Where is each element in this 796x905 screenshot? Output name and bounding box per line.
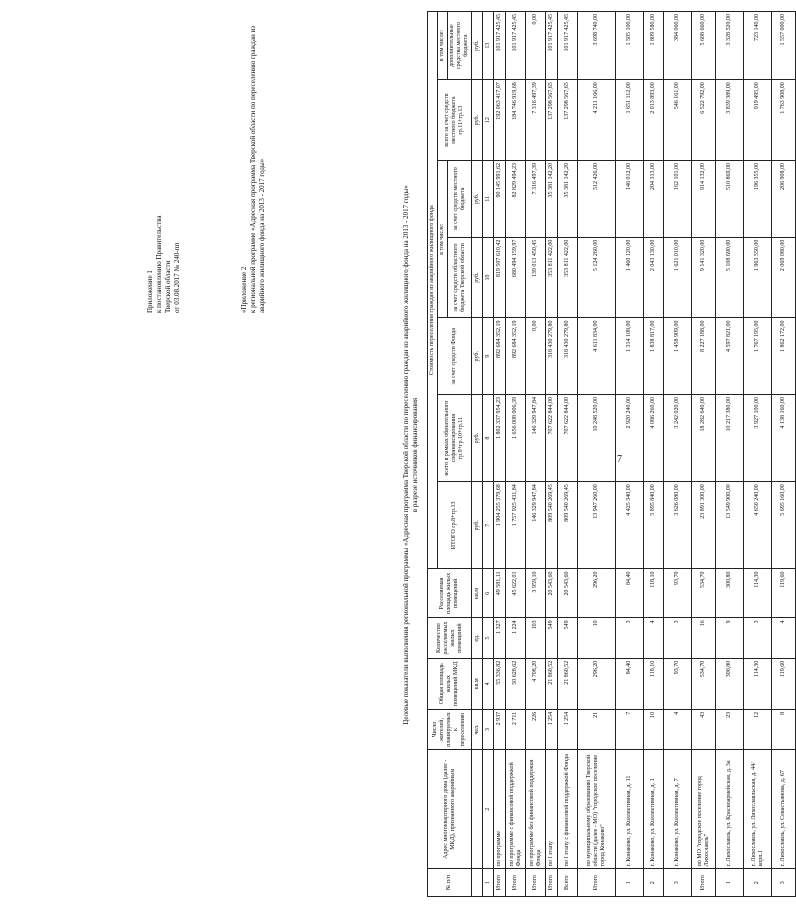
col-header-in-that-2: в том числе: [438,12,448,80]
value-cell: 3 626 080,00 [664,482,692,569]
value-cell: 892 684 352,19 [494,318,506,395]
value-cell: 184 746 919,68 [506,80,526,161]
value-cell: 1 327 [494,618,506,658]
value-cell: 512 426,00 [578,161,616,238]
value-cell: 723 140,00 [744,12,772,80]
index-cell: 2 [483,750,494,869]
value-cell: 1 314 108,00 [616,318,644,395]
value-cell: 90 145 991,62 [494,161,506,238]
value-cell: 35 381 142,20 [558,161,578,238]
unit-cell: руб. [472,161,483,238]
value-cell: 101 917 425,45 [494,12,506,80]
address-cell: г. Лихославль, ул. Лихославльская, д. 44/корп.1 [744,750,772,869]
value-cell: 1 557 000,00 [772,12,796,80]
index-cell: 5 [483,618,494,658]
value-cell: 1 862 172,00 [772,318,796,395]
row-label-cell: Итого [494,869,506,897]
value-cell: 534,70 [692,658,716,709]
value-cell: 546 161,00 [664,80,692,161]
value-cell: 1 505 100,00 [616,12,644,80]
value-cell: 35 381 142,20 [546,161,558,238]
value-cell: 114,30 [744,658,772,709]
table-row [558,12,578,897]
value-cell: 4 [664,709,692,749]
appendix-1-header [146,215,182,313]
value-cell: 45 622,01 [506,569,526,618]
units-row [472,12,483,897]
value-cell: 534,70 [692,569,716,618]
value-cell: 3 927 100,00 [744,395,772,482]
value-cell: 103 [526,618,546,658]
value-cell: 3 242 020,00 [664,395,692,482]
value-cell: 4 597 821,00 [716,318,744,395]
value-cell: 1 651 112,00 [616,80,644,161]
col-header-resettled-area: Расселяемая площадь жилых помещений [428,569,472,618]
address-cell: г. Лихославль, ул. Севастьянова, д. 67 [772,750,796,869]
value-cell: 93,70 [664,569,692,618]
value-cell: 7 [616,709,644,749]
value-cell: 819 507 610,42 [494,237,506,318]
address-cell: по программе с финансовой поддержкой Фонда [506,750,526,869]
value-cell: 21 860,52 [546,658,558,709]
value-cell: 118,10 [644,569,664,618]
value-cell: 84,40 [616,658,644,709]
address-cell: по программе без финансовой поддержки Фонда [526,750,546,869]
table-row [644,12,664,897]
value-cell: 5 124 260,00 [578,237,616,318]
table-row [578,12,616,897]
value-cell: 84,40 [616,569,644,618]
index-cell: 12 [483,80,494,161]
col-header-additional: дополнительные средства местного бюджета [448,12,472,80]
value-cell: 10 217 380,00 [716,395,744,482]
value-cell: 2 069 080,00 [772,237,796,318]
row-label-cell: 1 [616,869,644,897]
value-cell: 4 [644,618,664,658]
value-cell: 0,00 [526,318,546,395]
appendix-2-line: аварийного жилищного фонда на 2013 - 2017 годы» [258,158,266,313]
value-cell: 8 [772,709,796,749]
col-header-cost-group: Стоимость переселения граждан из аварийного жилищного фонда [428,12,438,569]
value-cell: 206 908,00 [772,161,796,238]
title-line: в разрезе источников финансирования [411,397,419,513]
value-cell: 4 611 834,00 [578,318,616,395]
col-header-units-count: Количество расселяемых жилых помещений [428,618,472,658]
appendix-2-header [240,13,267,313]
index-cell: 3 [483,709,494,749]
value-cell: 1 802 337 954,23 [494,395,506,482]
row-label-cell: Итого [546,869,558,897]
col-header-in-that: в том числе: [438,161,448,318]
value-cell: 7 316 497,39 [526,80,546,161]
value-cell: 9 [716,618,744,658]
title-line: Целевые показатели выполнения региональной программы «Адресная программа Тверской области по переселению граждан из аварийного жилищного фонда на 2013 - 2017 годы» [402,185,410,725]
unit-cell [472,750,483,869]
value-cell: 119,60 [772,658,796,709]
value-cell: 1 763 908,00 [772,80,796,161]
value-cell: 162 101,00 [664,161,692,238]
row-label-cell: 1 [716,869,744,897]
col-header-fund: за счет средств Фонда [438,318,472,395]
value-cell: 1 458 909,00 [664,318,692,395]
unit-cell: кв.м [472,658,483,709]
value-cell: 5 608 660,00 [692,12,716,80]
table-row [664,12,692,897]
value-cell: 226 [526,709,546,749]
value-cell: 7 316 497,39 [526,161,546,238]
address-cell: г. Конаково, ул. Коллективная, д. 11 [616,750,644,869]
address-cell: по МО "городское поселение город Лихославль" [692,750,716,869]
value-cell: 4 708,20 [526,658,546,709]
value-cell: 707 622 844,00 [558,395,578,482]
index-cell: 4 [483,658,494,709]
address-cell: г. Конаково, ул. Коллективная, д. 7 [664,750,692,869]
value-cell: 16 [692,618,716,658]
index-cell: 6 [483,569,494,618]
value-cell: 6 522 792,00 [692,80,716,161]
value-cell: 5 695 160,00 [772,482,796,569]
col-header-address: Адрес многоквартирного дома (далее - МКД), признанного аварийным [428,750,472,869]
value-cell: 510 869,00 [716,161,744,238]
unit-cell: руб. [472,12,483,80]
address-cell: по муниципальному образованию Тверской области (далее - МО) "городское поселение город Конаково" [578,750,616,869]
unit-cell [472,869,483,897]
index-row [483,12,494,897]
value-cell: 21 [578,709,616,749]
value-cell: 1 254 [546,709,558,749]
value-cell: 20 543,60 [558,569,578,618]
value-cell: 300,80 [716,569,744,618]
value-cell: 1 904 255 379,68 [494,482,506,569]
value-cell: 353 811 422,00 [558,237,578,318]
col-header-total: ИТОГО гр.8+гр.13 [438,482,472,569]
value-cell: 82 829 494,23 [506,161,526,238]
table-row [692,12,716,897]
value-cell: 10 [644,709,664,749]
value-cell: 204 313,00 [644,161,664,238]
appendix-1-line: Приложение 1 [146,270,154,313]
value-cell: 2 711 [506,709,526,749]
row-label-cell: 3 [772,869,796,897]
table-row [494,12,506,897]
value-cell: 118,10 [644,658,664,709]
value-cell: 114,30 [744,569,772,618]
index-cell: 8 [483,395,494,482]
value-cell: 23 [716,709,744,749]
value-cell: 101 917 425,45 [506,12,526,80]
value-cell: 4 [772,618,796,658]
appendix-2-line: «Приложение 2 [240,266,248,313]
value-cell: 809 540 269,45 [558,482,578,569]
index-cell: 9 [483,318,494,395]
value-cell: 1 963 550,00 [744,237,772,318]
unit-cell: руб. [472,482,483,569]
value-cell: 146 012,00 [616,161,644,238]
col-header-local: за счет средств местного бюджета [448,161,472,238]
value-cell: 93,70 [664,658,692,709]
value-cell: 10 [578,618,616,658]
value-cell: 3 959,10 [526,569,546,618]
targets-table [427,11,796,897]
value-cell: 2 920 240,00 [616,395,644,482]
value-cell: 137 298 567,65 [546,80,558,161]
value-cell: 3 328 520,00 [716,12,744,80]
unit-cell: руб. [472,237,483,318]
table-row [772,12,796,897]
value-cell: 353 811 422,00 [546,237,558,318]
value-cell: 1 460 120,00 [616,237,644,318]
table-row [506,12,526,897]
value-cell: 1 621 010,00 [664,237,692,318]
value-cell: 809 540 269,45 [546,482,558,569]
value-cell: 13 947 260,00 [578,482,616,569]
appendix-1-line: от 03.08.2017 № 240-пп [173,242,181,313]
value-cell: 146 329 947,84 [526,482,546,569]
address-cell: по программе [494,750,506,869]
value-cell: 4 425 340,00 [616,482,644,569]
value-cell: 2 937 [494,709,506,749]
col-header-regional: за счет средств областного бюджета Тверской области [448,237,472,318]
value-cell: 1 809 580,00 [644,12,664,80]
row-label-cell: Итого [578,869,616,897]
header-row [428,12,438,897]
value-cell: 4 211 166,00 [578,80,616,161]
value-cell: 549 [546,618,558,658]
value-cell: 5 108 690,00 [716,237,744,318]
value-cell: 5 895 840,00 [644,482,664,569]
appendix-2-line: к региональной программе «Адресная программа Тверской области по переселению граждан из [249,26,257,313]
value-cell: 296,20 [578,569,616,618]
value-cell: 10 248 520,00 [578,395,616,482]
value-cell: 914 132,00 [692,161,716,238]
value-cell: 2 013 893,00 [644,80,664,161]
value-cell: 119,60 [772,569,796,618]
index-cell: 13 [483,12,494,80]
value-cell: 139 013 450,45 [526,237,546,318]
value-cell: 4 650 240,00 [744,482,772,569]
unit-cell: кв.м [472,569,483,618]
value-cell: 9 141 320,00 [692,237,716,318]
value-cell: 3 698 740,00 [578,12,616,80]
document-title [402,180,420,730]
address-cell: по I этапу с финансовой поддержкой Фонда [558,750,578,869]
table-row [546,12,558,897]
appendix-1-line: к постановлению Правительства [155,215,163,313]
value-cell: 1 757 925 431,84 [506,482,526,569]
row-label-cell: Итого [692,869,716,897]
value-cell: 1 767 195,00 [744,318,772,395]
value-cell: 2 043 130,00 [644,237,664,318]
col-header-no: № п/п [428,869,472,897]
value-cell: 1 656 008 006,39 [506,395,526,482]
value-cell: 13 549 900,00 [716,482,744,569]
value-cell: 4 138 160,00 [772,395,796,482]
value-cell: 919 495,00 [744,80,772,161]
value-cell: 1 838 817,00 [644,318,664,395]
value-cell: 18 282 640,00 [692,395,716,482]
unit-cell: руб. [472,395,483,482]
address-cell: г. Лихославль, ул. Красноармейская, д. 3а [716,750,744,869]
table-body [494,12,796,897]
value-cell: 50 628,62 [506,658,526,709]
value-cell: 21 860,52 [558,658,578,709]
value-cell: 23 891 300,00 [692,482,716,569]
value-cell: 101 917 425,45 [558,12,578,80]
index-cell: 11 [483,161,494,238]
index-cell: 7 [483,482,494,569]
value-cell: 3 [616,618,644,658]
value-cell: 49 581,11 [494,569,506,618]
value-cell: 1 224 [506,618,526,658]
col-header-local-total: всего за счет средств местного бюджета гр.11+гр.13 [438,80,472,161]
value-cell: 1 254 [558,709,578,749]
value-cell: 296,20 [578,658,616,709]
table-row [526,12,546,897]
row-label-cell: Итого [526,869,546,897]
address-cell: по I этапу [546,750,558,869]
table-row [716,12,744,897]
value-cell: 4 086 260,00 [644,395,664,482]
table-row [616,12,644,897]
value-cell: 3 [664,618,692,658]
value-cell: 384 060,00 [664,12,692,80]
unit-cell: ед. [472,618,483,658]
value-cell: 318 430 279,80 [558,318,578,395]
value-cell: 707 622 844,00 [546,395,558,482]
page-number: 7 [617,454,622,465]
value-cell: 192 063 417,07 [494,80,506,161]
unit-cell: руб. [472,318,483,395]
col-header-cofinancing: всего в рамках обязательного софинансирования гр.9+гр.10+гр.11 [438,395,472,482]
value-cell: 892 684 352,19 [506,318,526,395]
value-cell: 55 336,82 [494,658,506,709]
value-cell: 20 543,60 [546,569,558,618]
index-cell: 10 [483,237,494,318]
value-cell: 12 [744,709,772,749]
value-cell: 137 298 567,65 [558,80,578,161]
value-cell: 318 430 279,80 [546,318,558,395]
col-header-residents: Число жителей, планируемых к переселению [428,709,472,749]
row-label-cell: Всего [558,869,578,897]
row-label-cell: 3 [664,869,692,897]
unit-cell: руб. [472,80,483,161]
value-cell: 0,00 [526,12,546,80]
row-label-cell: 2 [744,869,772,897]
value-cell: 8 227 188,00 [692,318,716,395]
value-cell: 300,80 [716,658,744,709]
value-cell: 549 [558,618,578,658]
unit-cell: чел. [472,709,483,749]
value-cell: 146 329 947,84 [526,395,546,482]
table-row [744,12,772,897]
value-cell: 43 [692,709,716,749]
col-header-total-area: Общая площадь жилых помещений МКД [428,658,472,709]
address-cell: г. Конаково, ул. Коллективная, д. 1 [644,750,664,869]
value-cell: 3 [744,618,772,658]
row-label-cell: 2 [644,869,664,897]
value-cell: 680 494 159,97 [506,237,526,318]
value-cell: 196 355,00 [744,161,772,238]
value-cell: 101 917 425,45 [546,12,558,80]
value-cell: 3 839 389,00 [716,80,744,161]
appendix-1-line: Тверской области [164,260,172,313]
row-label-cell: Итого [506,869,526,897]
index-cell: 1 [483,869,494,897]
